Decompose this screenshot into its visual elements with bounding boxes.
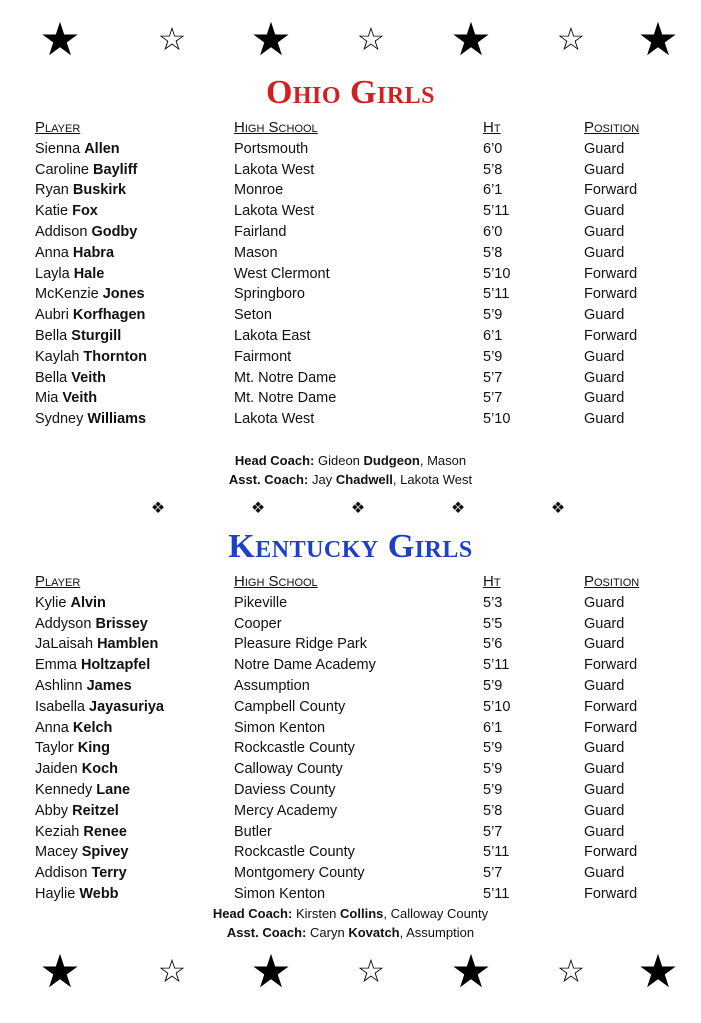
player-height: 5’9 xyxy=(483,740,503,757)
player-first-name: Anna xyxy=(35,244,69,261)
diamond-ornament-icon: ❖ xyxy=(350,500,366,517)
player-last-name: Hamblen xyxy=(97,636,159,653)
player-first-name: Anna xyxy=(35,719,69,736)
school-header: High School xyxy=(234,573,318,590)
player-position: Forward xyxy=(584,265,638,282)
height-header: Ht xyxy=(483,119,501,136)
player-last-name: Sturgill xyxy=(71,327,122,344)
player-school: Lakota West xyxy=(234,203,315,220)
coach-last-name: Collins xyxy=(340,906,384,921)
player-school: Daviess County xyxy=(234,781,336,798)
player-height: 5’11 xyxy=(483,657,510,674)
player-last-name: Terry xyxy=(91,865,127,882)
ohio-title: Ohio Girls xyxy=(265,74,436,111)
player-school: Assumption xyxy=(234,677,310,694)
player-name xyxy=(35,284,145,305)
player-first-name: Kylie xyxy=(35,594,67,611)
diamond-ornament-icon: ❖ xyxy=(150,500,166,517)
player-last-name: Jones xyxy=(102,286,145,303)
player-position: Guard xyxy=(584,781,625,798)
player-first-name: Bella xyxy=(35,369,68,386)
coach-school: , Assumption xyxy=(399,925,475,940)
player-name xyxy=(35,326,121,347)
player-row xyxy=(0,409,701,430)
ohio-roster xyxy=(0,118,701,430)
bottom-star-row xyxy=(0,946,701,996)
coach-last-name: Chadwell xyxy=(335,472,393,487)
player-last-name: Reitzel xyxy=(72,802,119,819)
player-position: Guard xyxy=(584,761,625,778)
player-first-name: Ryan xyxy=(35,182,69,199)
player-first-name: Mia xyxy=(35,390,59,407)
player-height: 5’9 xyxy=(483,781,503,798)
player-school: Pleasure Ridge Park xyxy=(234,636,367,653)
outline-star-icon: ☆ xyxy=(556,21,586,57)
coach-last-name: Dudgeon xyxy=(363,453,420,468)
filled-star-icon: ★ xyxy=(39,945,81,997)
player-position: Guard xyxy=(584,348,625,365)
player-row xyxy=(0,368,701,389)
player-school: Seton xyxy=(234,307,272,324)
coach-school: , Calloway County xyxy=(383,906,489,921)
player-position: Guard xyxy=(584,594,625,611)
player-height: 5’9 xyxy=(483,348,503,365)
player-last-name: Bayliff xyxy=(93,161,138,178)
player-row xyxy=(0,614,701,635)
player-height: 5’9 xyxy=(483,761,503,778)
kentucky-roster xyxy=(0,572,701,905)
player-last-name: Allen xyxy=(84,140,120,157)
player-height: 5’11 xyxy=(483,885,510,902)
player-row xyxy=(0,634,701,655)
player-height: 5’7 xyxy=(483,390,503,407)
player-school: Montgomery County xyxy=(234,865,365,882)
player-row xyxy=(0,801,701,822)
player-first-name: Macey xyxy=(35,844,78,861)
player-name xyxy=(35,738,110,759)
asst-coach-line xyxy=(0,923,701,942)
player-first-name: Katie xyxy=(35,203,69,220)
player-row xyxy=(0,718,701,739)
player-first-name: McKenzie xyxy=(35,286,99,303)
position-header: Position xyxy=(584,573,640,590)
asst-coach-line xyxy=(0,470,701,489)
player-name xyxy=(35,347,147,368)
diamond-ornament-icon: ❖ xyxy=(450,500,466,517)
asst-coach-label: Asst. Coach: xyxy=(226,925,307,940)
player-name xyxy=(35,780,130,801)
player-school: Calloway County xyxy=(234,761,343,778)
player-last-name: Habra xyxy=(72,244,115,261)
player-position: Guard xyxy=(584,307,625,324)
player-position: Forward xyxy=(584,657,638,674)
player-last-name: Korfhagen xyxy=(72,307,146,324)
player-first-name: Bella xyxy=(35,327,68,344)
player-name xyxy=(35,884,119,905)
height-header: Ht xyxy=(483,573,501,590)
player-school: Fairland xyxy=(234,223,287,240)
player-position: Guard xyxy=(584,390,625,407)
player-row xyxy=(0,326,701,347)
school-header: High School xyxy=(234,119,318,136)
player-last-name: Jayasuriya xyxy=(89,698,164,715)
player-position: Guard xyxy=(584,161,625,178)
player-position: Guard xyxy=(584,865,625,882)
head-coach-line xyxy=(0,451,701,470)
player-school: Lakota West xyxy=(234,161,315,178)
player-row xyxy=(0,655,701,676)
player-row xyxy=(0,388,701,409)
player-position: Guard xyxy=(584,823,625,840)
player-row xyxy=(0,759,701,780)
player-height: 5’8 xyxy=(483,244,503,261)
player-first-name: Ashlinn xyxy=(35,677,83,694)
player-school: Springboro xyxy=(234,286,305,303)
player-name xyxy=(35,201,98,222)
player-position: Guard xyxy=(584,411,625,428)
player-first-name: Kennedy xyxy=(35,781,93,798)
player-name xyxy=(35,222,137,243)
player-last-name: Alvin xyxy=(70,594,106,611)
player-row xyxy=(0,676,701,697)
player-school: Butler xyxy=(234,823,272,840)
player-row xyxy=(0,822,701,843)
player-school: Lakota East xyxy=(234,327,311,344)
player-position: Guard xyxy=(584,636,625,653)
player-row xyxy=(0,305,701,326)
player-name xyxy=(35,409,146,430)
coach-last-name: Kovatch xyxy=(348,925,400,940)
player-position: Guard xyxy=(584,244,625,261)
top-star-row xyxy=(0,14,701,64)
roster-header xyxy=(0,118,701,139)
player-name xyxy=(35,676,132,697)
player-first-name: JaLaisah xyxy=(35,636,94,653)
coach-first-name: Jay xyxy=(311,472,333,487)
player-school: West Clermont xyxy=(234,265,330,282)
coach-school: , Lakota West xyxy=(392,472,473,487)
player-row xyxy=(0,347,701,368)
player-school: Simon Kenton xyxy=(234,719,326,736)
player-first-name: Emma xyxy=(35,657,77,674)
player-last-name: Veith xyxy=(71,369,106,386)
player-height: 5’10 xyxy=(483,411,511,428)
player-position: Forward xyxy=(584,698,638,715)
player-last-name: Thornton xyxy=(83,348,147,365)
player-last-name: Kelch xyxy=(72,719,113,736)
player-row xyxy=(0,243,701,264)
player-last-name: Fox xyxy=(72,203,98,220)
player-name xyxy=(35,160,137,181)
player-first-name: Caroline xyxy=(35,161,89,178)
player-first-name: Isabella xyxy=(35,698,85,715)
player-name xyxy=(35,368,106,389)
player-last-name: Hale xyxy=(73,265,105,282)
player-header: Player xyxy=(35,119,81,136)
outline-star-icon: ☆ xyxy=(356,21,386,57)
coach-first-name: Gideon xyxy=(317,453,360,468)
player-name xyxy=(35,863,127,884)
player-first-name: Keziah xyxy=(35,823,80,840)
player-first-name: Sydney xyxy=(35,411,84,428)
player-first-name: Taylor xyxy=(35,740,74,757)
coach-first-name: Caryn xyxy=(310,925,345,940)
player-last-name: Brissey xyxy=(95,615,148,632)
player-header: Player xyxy=(35,573,81,590)
player-last-name: James xyxy=(86,677,132,694)
player-position: Guard xyxy=(584,140,625,157)
player-height: 6’1 xyxy=(483,182,503,199)
section-divider xyxy=(0,498,701,520)
outline-star-icon: ☆ xyxy=(157,953,187,989)
player-first-name: Abby xyxy=(35,802,69,819)
player-first-name: Aubri xyxy=(35,307,69,324)
player-height: 5’7 xyxy=(483,865,503,882)
player-height: 6’1 xyxy=(483,719,503,736)
player-last-name: Williams xyxy=(87,411,147,428)
player-last-name: Buskirk xyxy=(72,182,127,199)
player-position: Forward xyxy=(584,844,638,861)
player-school: Rockcastle County xyxy=(234,740,355,757)
player-first-name: Addison xyxy=(35,223,88,240)
player-row xyxy=(0,180,701,201)
diamond-ornament-icon: ❖ xyxy=(550,500,566,517)
player-school: Monroe xyxy=(234,182,284,199)
player-school: Notre Dame Academy xyxy=(234,657,376,674)
player-name xyxy=(35,759,118,780)
player-name xyxy=(35,305,145,326)
player-position: Guard xyxy=(584,369,625,386)
player-row xyxy=(0,139,701,160)
player-height: 5’11 xyxy=(483,203,510,220)
player-last-name: Godby xyxy=(91,223,138,240)
player-position: Guard xyxy=(584,740,625,757)
player-height: 5’7 xyxy=(483,369,503,386)
player-height: 6’1 xyxy=(483,327,503,344)
player-name xyxy=(35,180,126,201)
filled-star-icon: ★ xyxy=(250,945,292,997)
player-row xyxy=(0,222,701,243)
kentucky-title: Kentucky Girls xyxy=(228,528,473,565)
player-school: Mercy Academy xyxy=(234,802,338,819)
player-school: Portsmouth xyxy=(234,140,309,157)
head-coach-label: Head Coach: xyxy=(212,906,293,921)
player-position: Forward xyxy=(584,885,638,902)
player-name xyxy=(35,614,148,635)
player-last-name: Spivey xyxy=(81,844,129,861)
filled-star-icon: ★ xyxy=(250,13,292,65)
player-position: Forward xyxy=(584,182,638,199)
ohio-coaches xyxy=(0,451,701,489)
head-coach-label: Head Coach: xyxy=(234,453,315,468)
position-header: Position xyxy=(584,119,640,136)
player-school: Simon Kenton xyxy=(234,885,326,902)
player-school: Mt. Notre Dame xyxy=(234,390,337,407)
player-first-name: Jaiden xyxy=(35,761,78,778)
player-height: 5’10 xyxy=(483,698,511,715)
asst-coach-label: Asst. Coach: xyxy=(228,472,309,487)
player-height: 6’0 xyxy=(483,140,503,157)
player-row xyxy=(0,697,701,718)
player-height: 5’8 xyxy=(483,802,503,819)
player-name xyxy=(35,139,120,160)
player-name xyxy=(35,264,104,285)
player-school: Pikeville xyxy=(234,594,288,611)
player-school: Mason xyxy=(234,244,278,261)
player-name xyxy=(35,243,114,264)
player-first-name: Kaylah xyxy=(35,348,80,365)
player-position: Guard xyxy=(584,615,625,632)
player-first-name: Addyson xyxy=(35,615,92,632)
roster-header xyxy=(0,572,701,593)
player-row xyxy=(0,884,701,905)
player-last-name: Veith xyxy=(62,390,98,407)
player-first-name: Haylie xyxy=(35,885,76,902)
filled-star-icon: ★ xyxy=(637,945,679,997)
player-name xyxy=(35,718,112,739)
player-height: 5’7 xyxy=(483,823,503,840)
player-last-name: Koch xyxy=(81,761,119,778)
player-position: Guard xyxy=(584,677,625,694)
player-position: Forward xyxy=(584,327,638,344)
player-school: Lakota West xyxy=(234,411,315,428)
player-height: 5’6 xyxy=(483,636,503,653)
player-school: Rockcastle County xyxy=(234,844,355,861)
player-height: 5’11 xyxy=(483,286,510,303)
player-position: Guard xyxy=(584,802,625,819)
player-height: 5’11 xyxy=(483,844,510,861)
player-school: Mt. Notre Dame xyxy=(234,369,337,386)
player-name xyxy=(35,822,127,843)
filled-star-icon: ★ xyxy=(450,945,492,997)
player-position: Forward xyxy=(584,719,638,736)
player-first-name: Layla xyxy=(35,265,70,282)
player-row xyxy=(0,593,701,614)
filled-star-icon: ★ xyxy=(637,13,679,65)
player-name xyxy=(35,697,164,718)
player-position: Forward xyxy=(584,286,638,303)
player-height: 5’10 xyxy=(483,265,511,282)
outline-star-icon: ☆ xyxy=(356,953,386,989)
player-last-name: Webb xyxy=(79,885,119,902)
player-name xyxy=(35,842,129,863)
filled-star-icon: ★ xyxy=(450,13,492,65)
player-last-name: Renee xyxy=(83,823,127,840)
player-height: 5’8 xyxy=(483,161,503,178)
player-height: 5’9 xyxy=(483,307,503,324)
outline-star-icon: ☆ xyxy=(157,21,187,57)
player-name xyxy=(35,388,97,409)
player-row xyxy=(0,284,701,305)
player-height: 5’9 xyxy=(483,677,503,694)
diamond-ornament-icon: ❖ xyxy=(250,500,266,517)
player-name xyxy=(35,801,119,822)
player-row xyxy=(0,160,701,181)
player-last-name: Holtzapfel xyxy=(80,657,151,674)
player-last-name: King xyxy=(77,740,110,757)
player-position: Guard xyxy=(584,203,625,220)
player-school: Cooper xyxy=(234,615,282,632)
player-name xyxy=(35,593,106,614)
kentucky-coaches xyxy=(0,904,701,942)
player-first-name: Sienna xyxy=(35,140,81,157)
player-school: Campbell County xyxy=(234,698,346,715)
player-name xyxy=(35,655,150,676)
player-first-name: Addison xyxy=(35,865,88,882)
outline-star-icon: ☆ xyxy=(556,953,586,989)
player-name xyxy=(35,634,158,655)
player-position: Guard xyxy=(584,223,625,240)
player-school: Fairmont xyxy=(234,348,292,365)
player-row xyxy=(0,264,701,285)
player-row xyxy=(0,738,701,759)
coach-first-name: Kirsten xyxy=(295,906,337,921)
coach-school: , Mason xyxy=(419,453,467,468)
player-height: 6’0 xyxy=(483,223,503,240)
player-last-name: Lane xyxy=(96,781,131,798)
player-row xyxy=(0,863,701,884)
player-row xyxy=(0,201,701,222)
player-row xyxy=(0,842,701,863)
player-height: 5’5 xyxy=(483,615,503,632)
head-coach-line xyxy=(0,904,701,923)
player-height: 5’3 xyxy=(483,594,503,611)
filled-star-icon: ★ xyxy=(39,13,81,65)
player-row xyxy=(0,780,701,801)
